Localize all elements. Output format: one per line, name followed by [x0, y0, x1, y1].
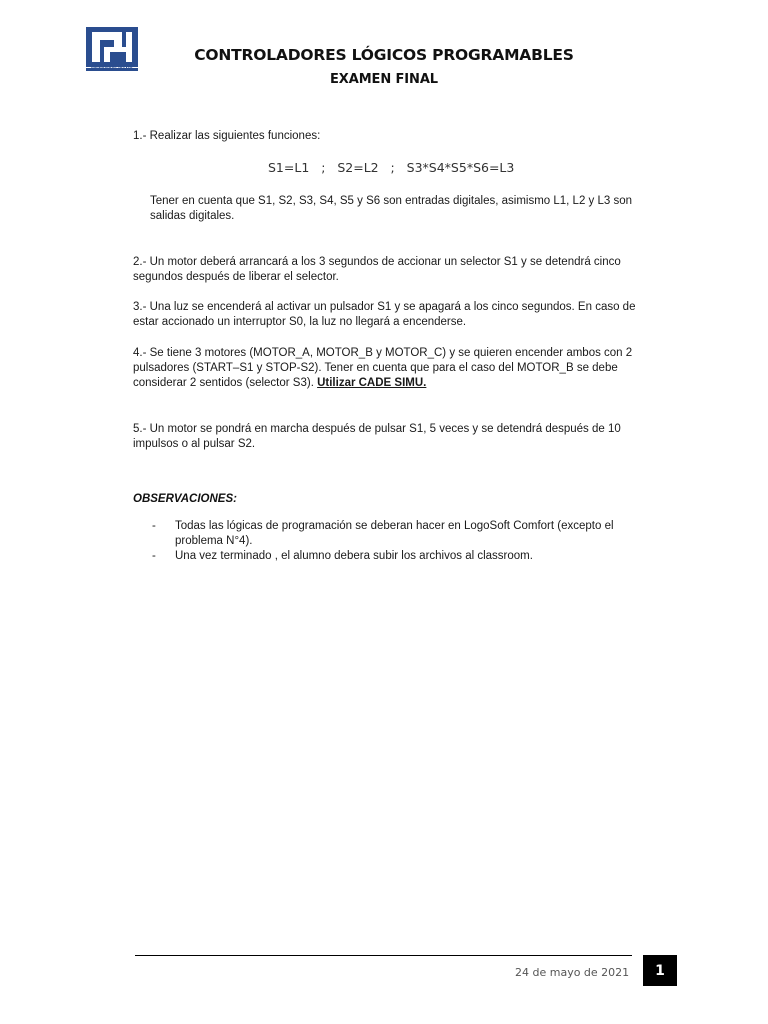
bullet-dash: -	[152, 520, 156, 532]
question-1: 1.- Realizar las siguientes funciones:	[133, 130, 321, 142]
observations-list	[152, 519, 642, 564]
page-number: 1	[643, 955, 677, 986]
question-4-emphasis: Utilizar CADE SIMU.	[317, 377, 427, 389]
question-1-formula: S1=L1 ; S2=L2 ; S3*S4*S5*S6=L3	[268, 160, 515, 175]
bullet-dash: -	[152, 550, 156, 562]
footer-divider	[135, 955, 632, 956]
question-4-text: 4.- Se tiene 3 motores (MOTOR_A, MOTOR_B y MOTOR_C) y se quieren encender ambos con 2 pulsadores (START–S1 y STOP-S2). Tener en cuenta que para el caso del MOTOR_B se debe considerar 2 sentidos (selector S3).	[133, 347, 633, 389]
logo-text: METROPOLITANO	[91, 66, 133, 71]
question-4	[133, 346, 638, 391]
document-title: CONTROLADORES LÓGICOS PROGRAMABLES	[194, 46, 574, 64]
document-subtitle: EXAMEN FINAL	[330, 72, 438, 87]
question-2: 2.- Un motor deberá arrancará a los 3 segundos de accionar un selector S1 y se detendrá cinco segundos después de liberar el selector.	[133, 256, 621, 283]
observations-heading: OBSERVACIONES:	[133, 493, 237, 505]
observation-text: Una vez terminado , el alumno debera subir los archivos al classroom.	[175, 550, 533, 562]
list-item	[152, 519, 642, 549]
list-item	[152, 549, 642, 564]
footer-date: 24 de mayo de 2021	[515, 966, 630, 979]
observation-text: Todas las lógicas de programación se deberan hacer en LogoSoft Comfort (excepto el problema N°4).	[175, 520, 614, 547]
question-1-note: Tener en cuenta que S1, S2, S3, S4, S5 y S6 son entradas digitales, asimismo L1, L2 y L3 son salidas digitales.	[150, 195, 633, 222]
question-5: 5.- Un motor se pondrá en marcha después de pulsar S1, 5 veces y se detendrá después de 10 impulsos o al pulsar S2.	[133, 423, 621, 450]
question-3: 3.- Una luz se encenderá al activar un pulsador S1 y se apagará a los cinco segundos. En caso de estar accionado un interruptor S0, la luz no llegará a encenderse.	[133, 301, 636, 328]
